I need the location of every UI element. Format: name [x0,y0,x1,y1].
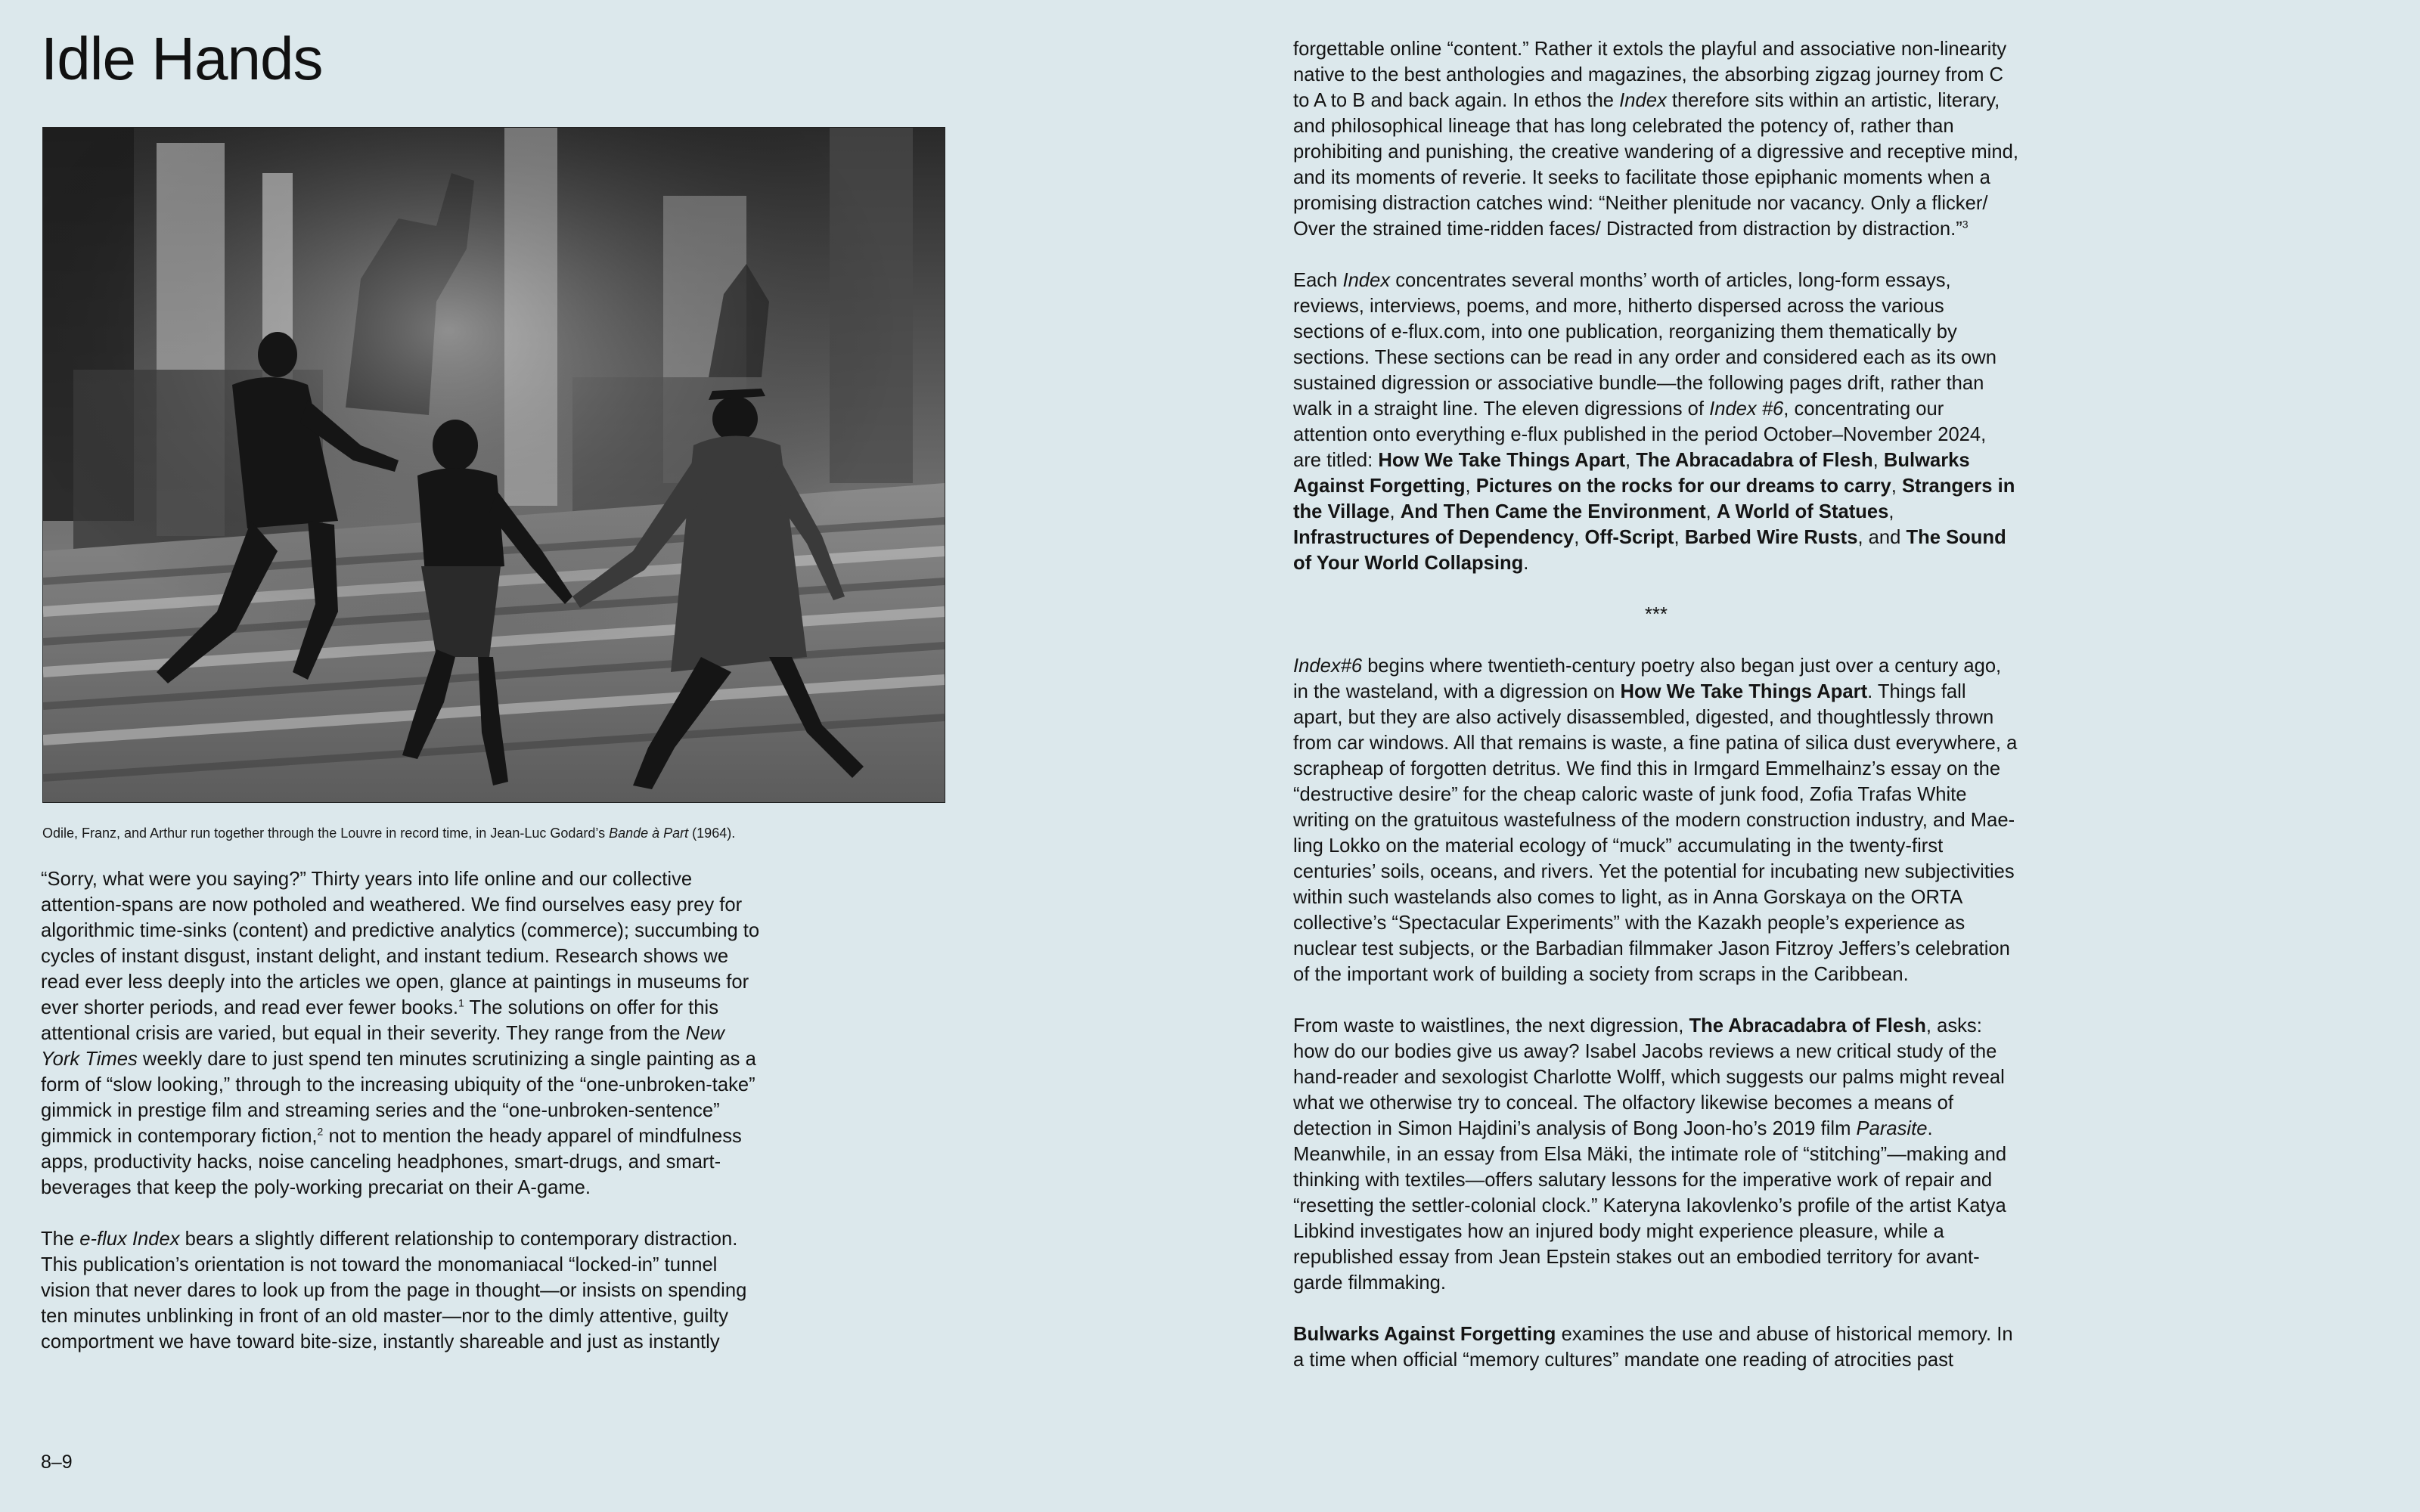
separator: , [1625,450,1637,471]
section-title: Barbed Wire Rusts [1684,527,1858,548]
film-title: Parasite [1856,1118,1928,1139]
text-run: The [41,1228,80,1250]
separator: , [1574,527,1585,548]
section-title: The Abracadabra of Flesh [1689,1015,1926,1036]
separator: . [1523,553,1529,574]
text-run: weekly dare to just spend ten minutes scrutinizing a single painting as a form of “slow looking,” through to the increasing ubiquity of the “one-unbroken-take” gimmick in prestige film and streaming series and the “one-unbroken-sentence” gimmick in contemporary fiction, [41,1049,756,1147]
section-title: Infrastructures of Dependency [1293,527,1575,548]
section-title: A World of Statues [1716,501,1889,522]
text-run: , asks: how do our bodies give us away? Isabel Jacobs reviews a new critical study of the hand-reader and sexologist Charlotte Wolff, which suggests our palms might reveal what we otherwise try to conceal. The olfactory likewise becomes a means of detection in Simon Hajdini’s analysis of Bong Joon-ho’s 2019 film [1293,1015,2005,1139]
section-title: And Then Came the Environment [1400,501,1706,522]
index6-title: Index #6 [1709,398,1784,420]
separator: , [1888,501,1894,522]
separator: , [1891,476,1902,497]
text-run: concentrates several months’ worth of articles, long-form essays, reviews, interviews, poems, and more, hitherto dispersed across the various sections of e-flux.com, into one publication, reorganizing them thematically by sections. These sections can be read in any order and considered each as its own sustained digression or associative bundle—the following pages drift, rather than walk in a straight line. The eleven digressions of [1293,270,1996,420]
separator: , [1465,476,1476,497]
text-run: From waste to waistlines, the next digression, [1293,1015,1689,1036]
text-run: not to mention the heady apparel of mindfulness apps, productivity hacks, noise canceling headphones, smart-drugs, and smart-beverages that keep the poly-working precariat on their A-game. [41,1126,742,1198]
section-title: The Abracadabra of Flesh [1636,450,1873,471]
film-still-photo [42,127,945,803]
left-paragraph-2 [41,1226,767,1355]
separator: , [1389,501,1401,522]
right-paragraph-5 [1293,1321,2019,1373]
page-number: 8–9 [41,1452,73,1473]
footnote-ref-2[interactable]: 2 [317,1125,324,1138]
text-run: . Meanwhile, in an essay from Elsa Mäki, the intimate role of “stitching”—making and thinking with textiles—offers salutary lessons for the imperative work of repair and “resetting the settler-colonial clock.” Kateryna Iakovlenko’s profile of the artist Katya Libkind investigates how an injured body might experience pleasure, while a republished essay from Jean Epstein stakes out an embodied territory for avant-garde filmmaking. [1293,1118,2007,1294]
text-run: . Things fall apart, but they are also actively disassembled, digested, and thoughtlessly thrown from car windows. All that remains is waste, a fine patina of silica dust everywhere, a scrapheap of forgotten detritus. We find this in Irmgard Emmelhainz’s essay on the “destructive desire” for the cheap caloric waste of junk food, Zofia Trafas White writing on the gratuitous wastefulness of the modern construction industry, and Mae-ling Lokko on the material ecology of “muck” accumulating in the twenty-first centuries’ soils, oceans, and rivers. Yet the potential for incubating new subjectivities within such wastelands also comes to light, as in Anna Gorskaya on the ORTA collective’s “Spectacular Experiments” with the Kazakh people’s experience as nuclear test subjects, or the Barbadian filmmaker Jason Fitzroy Jeffers’s celebration of the important work of building a society from scraps in the Caribbean. [1293,681,2018,985]
caption-text: Odile, Franz, and Arthur run together through the Louvre in record time, in Jean-Luc Godard’s [42,826,610,841]
section-title: How We Take Things Apart [1378,450,1625,471]
separator: , [1872,450,1884,471]
separator: , and [1857,527,1907,548]
right-paragraph-3 [1293,653,2019,987]
right-column [1293,36,2019,1373]
index6-title: Index#6 [1293,655,1363,677]
section-title: Pictures on the rocks for our dreams to carry [1475,476,1891,497]
nyt-title: New York Times [41,1023,724,1070]
text-run: bears a slightly different relationship to contemporary distraction. This publication’s orientation is not toward the monomaniacal “locked-in” tunnel vision that never dares to look up from the page in thought—or insists on spending ten minutes unblinking in front of an old master—nor to the dimly attentive, guilty comportment we have toward bite-size, instantly shareable and just as instantly [41,1228,747,1352]
figure-caption [42,824,950,842]
index-title: Index [1619,90,1667,111]
text-run: The solutions on offer for this attentional crisis are varied, but equal in their severity. They range from the [41,997,719,1044]
text-run: , concentrating our attention onto everything e-flux published in the period October–November 2024, are titled: [1293,398,1987,471]
index-title: Index [1342,270,1391,291]
section-break-stars: *** [1645,604,1668,625]
separator: , [1705,501,1717,522]
text-run: forgettable online “content.” Rather it extols the playful and associative non-linearity native to the best anthologies and magazines, the absorbing zigzag journey from C to A to B and back again. In ethos the [1293,39,2007,111]
left-paragraph-1 [41,866,767,1201]
section-title: Strangers in the Village [1293,476,2015,522]
page-title: Idle Hands [41,25,323,92]
right-paragraph-4 [1293,1013,2019,1296]
caption-film-title: Bande à Part [609,826,689,841]
right-paragraph-1 [1293,36,2019,242]
text-run: therefore sits within an artistic, literary, and philosophical lineage that has long celebrated the potency of, rather than prohibiting and punishing, the creative wandering of a digressive and receptive mind, and its moments of reverie. It seeks to facilitate those epiphanic moments when a promising distraction catches wind: “Neither plenitude nor vacancy. Only a flicker/ Over the strained time-ridden faces/ Distracted from distraction by distraction.” [1293,90,2018,240]
right-paragraph-2 [1293,268,2019,576]
text-run: examines the use and abuse of historical memory. In a time when official “memory cultures” mandate one reading of atrocities past [1293,1324,2013,1371]
footnote-ref-1[interactable]: 1 [458,996,464,1009]
section-title: Bulwarks Against Forgetting [1293,450,1970,497]
text-run: “Sorry, what were you saying?” Thirty years into life online and our collective attention-spans are now potholed and weathered. We find ourselves easy prey for algorithmic time-sinks (content) and predictive analytics (commerce); succumbing to cycles of instant disgust, instant delight, and instant tedium. Research shows we read ever less deeply into the articles we open, glance at paintings in museums for ever shorter periods, and read ever fewer books. [41,869,760,1018]
section-title: Bulwarks Against Forgetting [1293,1324,1556,1345]
section-title: Off-Script [1584,527,1674,548]
separator: , [1674,527,1685,548]
caption-year: (1964). [688,826,736,841]
footnote-ref-3[interactable]: 3 [1962,218,1969,231]
section-title: The Sound of Your World Collapsing [1293,527,2006,574]
index-title: e-flux Index [79,1228,180,1250]
left-column [41,866,767,1355]
text-run: Each [1293,270,1343,291]
section-title: How We Take Things Apart [1620,681,1868,702]
text-run: begins where twentieth-century poetry also began just over a century ago, in the wasteland, with a digression on [1293,655,2002,702]
film-still-image [43,128,945,802]
